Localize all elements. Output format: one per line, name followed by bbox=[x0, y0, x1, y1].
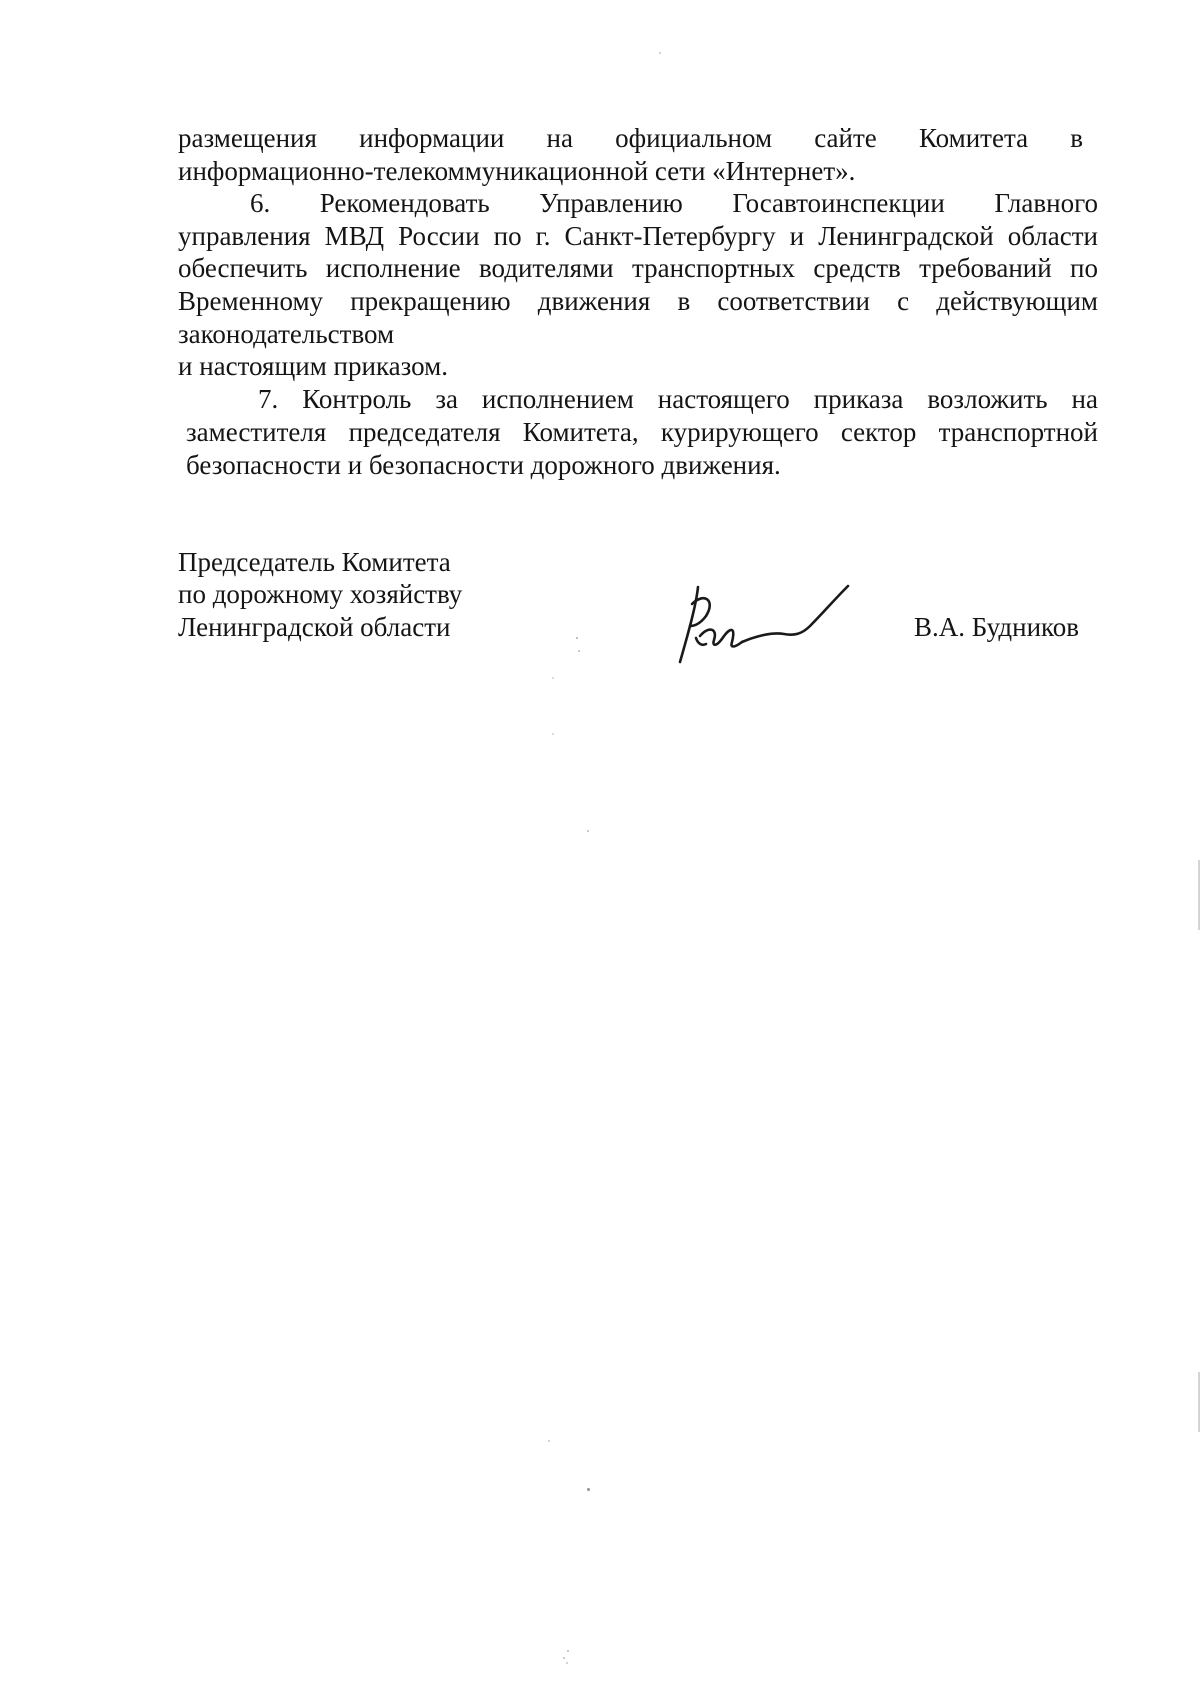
signer-position-line-3: Ленинградской области bbox=[178, 612, 451, 642]
scan-speck bbox=[566, 1662, 568, 1664]
para7-line-2: заместителя председателя Комитета, курирующего сектор транспортной bbox=[186, 417, 1098, 447]
scan-speck bbox=[576, 637, 578, 639]
para7-line-3: безопасности и безопасности дорожного движения. bbox=[186, 450, 781, 480]
para6-line-4: Временному прекращению движения в соответствии с действующим bbox=[178, 286, 1098, 316]
scan-speck bbox=[587, 1488, 590, 1491]
scan-speck bbox=[659, 52, 661, 54]
para6-line-1: 6. Рекомендовать Управлению Госавтоинспекции Главного bbox=[250, 188, 1098, 218]
signer-position-line-1: Председатель Комитета bbox=[178, 547, 451, 577]
para5-line-1: размещения информации на официальном сайте Комитета в bbox=[178, 123, 1083, 153]
scan-speck bbox=[552, 733, 554, 735]
para7-line-1: 7. Контроль за исполнением настоящего приказа возложить на bbox=[258, 384, 1098, 414]
para6-line-5: законодательством bbox=[178, 319, 395, 349]
para5-line-2: информационно-телекоммуникационной сети «Интернет». bbox=[178, 156, 856, 186]
para6-line-3: обеспечить исполнение водителями транспортных средств требований по bbox=[178, 253, 1098, 283]
scan-speck bbox=[548, 1440, 550, 1442]
scan-speck bbox=[578, 650, 580, 652]
scan-speck bbox=[563, 1657, 565, 1659]
para6-line-2: управления МВД России по г. Санкт-Петербургу и Ленинградской области bbox=[178, 221, 1098, 251]
signature-stroke-4 bbox=[742, 586, 848, 642]
para6-line-6: и настоящим приказом. bbox=[178, 351, 448, 381]
scan-speck bbox=[567, 1650, 569, 1652]
scan-speck bbox=[587, 830, 589, 832]
scan-speck bbox=[552, 677, 554, 679]
signer-name: В.А. Будников bbox=[914, 612, 1080, 642]
handwritten-signature bbox=[672, 582, 852, 670]
signer-position-line-2: по дорожному хозяйству bbox=[178, 579, 463, 609]
signature-stroke-5 bbox=[696, 638, 706, 645]
